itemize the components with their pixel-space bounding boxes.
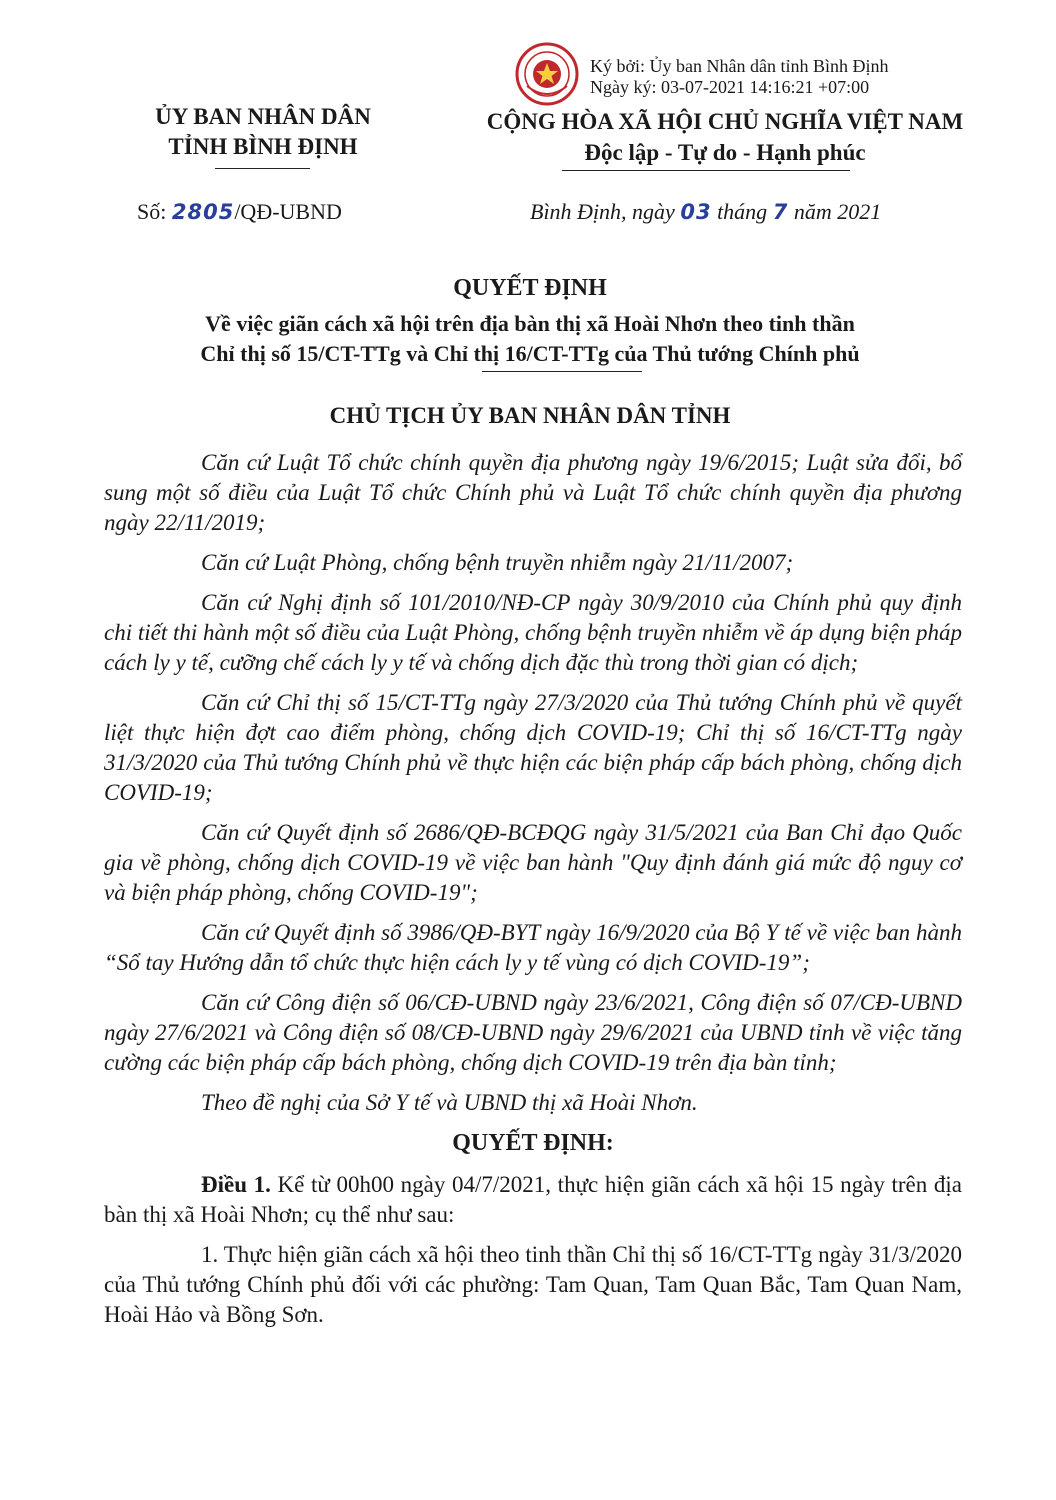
legal-basis-paragraph: Căn cứ Chỉ thị số 15/CT-TTg ngày 27/3/2020 của Thủ tướng Chính phủ về quyết liệt thực hiện đợt cao điểm phòng, chống dịch COVID-19; Chỉ thị số 16/CT-TTg ngày 31/3/2020 của Thủ tướng Chính phủ về thực hiện các biện pháp cấp bách phòng, chống dịch COVID-19; <box>104 690 962 805</box>
agency-line-1: ỦY BAN NHÂN DÂN <box>155 104 371 129</box>
document-number <box>137 199 342 225</box>
legal-basis-paragraph: Căn cứ Quyết định số 3986/QĐ-BYT ngày 16/9/2020 của Bộ Y tế về việc ban hành “Sổ tay Hướng dẫn tổ chức thực hiện cách ly y tế vùng có dịch COVID-19”; <box>104 920 962 975</box>
legal-basis-paragraph: Căn cứ Công điện số 06/CĐ-UBND ngày 23/6/2021, Công điện số 07/CĐ-UBND ngày 27/6/2021 và Công điện số 08/CĐ-UBND ngày 29/6/2021 của UBND tỉnh về việc tăng cường các biện pháp cấp bách phòng, chống dịch COVID-19 trên địa bàn tỉnh; <box>104 990 962 1075</box>
signed-date: Ngày ký: 03-07-2021 14:16:21 +07:00 <box>590 77 870 97</box>
date-day: 03 <box>680 200 712 224</box>
date-year: năm 2021 <box>793 199 882 224</box>
document-title: QUYẾT ĐỊNH <box>453 275 607 301</box>
nation-line-1: CỘNG HÒA XÃ HỘI CHỦ NGHĨA VIỆT NAM <box>486 109 964 134</box>
national-emblem-seal-icon <box>515 42 579 106</box>
date-month-label: tháng <box>717 199 768 224</box>
article-1 <box>104 1170 962 1230</box>
nation-line-2: Độc lập - Tự do - Hạnh phúc <box>584 140 866 165</box>
digital-signature <box>590 56 889 98</box>
agency-underline <box>215 168 310 169</box>
document-body <box>104 448 962 1340</box>
subject-underline <box>482 371 642 372</box>
issuing-agency <box>118 102 408 162</box>
legal-basis-paragraph: Căn cứ Luật Tổ chức chính quyền địa phương ngày 19/6/2015; Luật sửa đổi, bổ sung một số điều của Luật Tổ chức Chính phủ và Luật Tổ chức chính quyền địa phương ngày 22/11/2019; <box>104 450 962 535</box>
legal-basis-paragraph: Căn cứ Quyết định số 2686/QĐ-BCĐQG ngày 31/5/2021 của Ban Chỉ đạo Quốc gia về phòng, chống dịch COVID-19 về việc ban hành "Quy định đánh giá mức độ nguy cơ và biện pháp phòng, chống COVID-19"; <box>104 820 962 905</box>
date-prefix: Bình Định, ngày <box>530 199 675 224</box>
article-1-item-1: 1. Thực hiện giãn cách xã hội theo tinh thần Chỉ thị số 16/CT-TTg ngày 31/3/2020 của Thủ tướng Chính phủ đối với các phường: Tam Quan, Tam Quan Bắc, Tam Quan Nam, Hoài Hảo và Bồng Sơn. <box>104 1242 962 1327</box>
article-1-label: Điều 1. <box>201 1172 271 1197</box>
legal-basis-paragraph: Căn cứ Nghị định số 101/2010/NĐ-CP ngày 30/9/2010 của Chính phủ quy định chi tiết thi hành một số điều của Luật Phòng, chống bệnh truyền nhiễm về áp dụng biện pháp cách ly y tế, cưỡng chế cách ly y tế và chống dịch đặc thù trong thời gian có dịch; <box>104 590 962 675</box>
number-prefix: Số: <box>137 199 167 224</box>
article-1-text: Kể từ 00h00 ngày 04/7/2021, thực hiện giãn cách xã hội 15 ngày trên địa bàn thị xã Hoài Nhơn; cụ thể như sau: <box>104 1172 963 1227</box>
decision-heading: QUYẾT ĐỊNH: <box>452 1130 614 1156</box>
number-handwritten: 2805 <box>171 200 235 224</box>
number-suffix: /QĐ-UBND <box>234 199 342 224</box>
national-motto <box>460 106 990 168</box>
subject-line-1: Về việc giãn cách xã hội trên địa bàn thị xã Hoài Nhơn theo tinh thần <box>205 311 855 336</box>
agency-line-2: TỈNH BÌNH ĐỊNH <box>168 134 358 159</box>
place-and-date <box>530 199 881 225</box>
motto-underline <box>562 170 850 171</box>
document-subject <box>80 309 980 369</box>
issuing-authority: CHỦ TỊCH ỦY BAN NHÂN DÂN TỈNH <box>329 403 731 428</box>
signed-by: Ký bởi: Ủy ban Nhân dân tỉnh Bình Định <box>590 56 889 76</box>
subject-line-2: Chỉ thị số 15/CT-TTg và Chỉ thị 16/CT-TTg của Thủ tướng Chính phủ <box>200 341 860 366</box>
legal-basis-paragraph: Theo đề nghị của Sở Y tế và UBND thị xã Hoài Nhơn. <box>201 1090 698 1115</box>
legal-basis-paragraph: Căn cứ Luật Phòng, chống bệnh truyền nhiễm ngày 21/11/2007; <box>201 550 794 575</box>
date-month: 7 <box>772 200 789 224</box>
